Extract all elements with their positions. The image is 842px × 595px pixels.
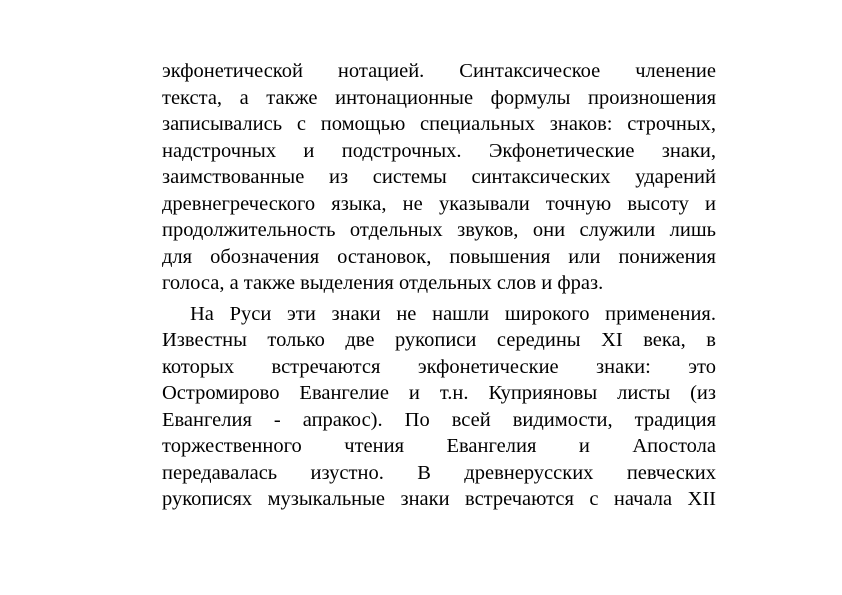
text-line: заимствованные из системы синтаксических ударений — [162, 166, 716, 188]
text-line: продолжительность отдельных звуков, они служили лишь — [162, 219, 716, 241]
text-line: древнегреческого языка, не указывали точную высоту и — [162, 192, 716, 215]
text-line: рукописях музыкальные знаки встречаются с начала XII — [162, 488, 716, 510]
text-line: Остромирово Евангелие и т.н. Куприяновы листы (из — [162, 382, 716, 404]
text-line: экфонетической нотацией. Синтаксическое членение — [162, 60, 716, 82]
body-text — [162, 58, 716, 513]
text-line: Известны только две рукописи середины XI века, в — [162, 329, 716, 351]
paragraph-1 — [162, 58, 716, 297]
text-line: для обозначения остановок, повышения или понижения — [162, 245, 716, 268]
paragraph-2 — [162, 301, 716, 513]
text-line: голоса, а также выделения отдельных слов и фраз. — [162, 272, 604, 294]
text-line: текста, а также интонационные формулы произношения — [162, 86, 716, 109]
text-line: которых встречаются экфонетические знаки: это — [162, 355, 716, 378]
text-line: передавалась изустно. В древнерусских певческих — [162, 461, 716, 484]
text-line: торжественного чтения Евангелия и Апостола — [162, 435, 716, 457]
text-line: надстрочных и подстрочных. Экфонетические знаки, — [162, 139, 716, 162]
text-line: записывались с помощью специальных знаков: строчных, — [162, 113, 716, 135]
text-line: На Руси эти знаки не нашли широкого применения. — [190, 302, 716, 325]
text-line: Евангелия - апракос). По всей видимости, традиция — [162, 408, 716, 431]
